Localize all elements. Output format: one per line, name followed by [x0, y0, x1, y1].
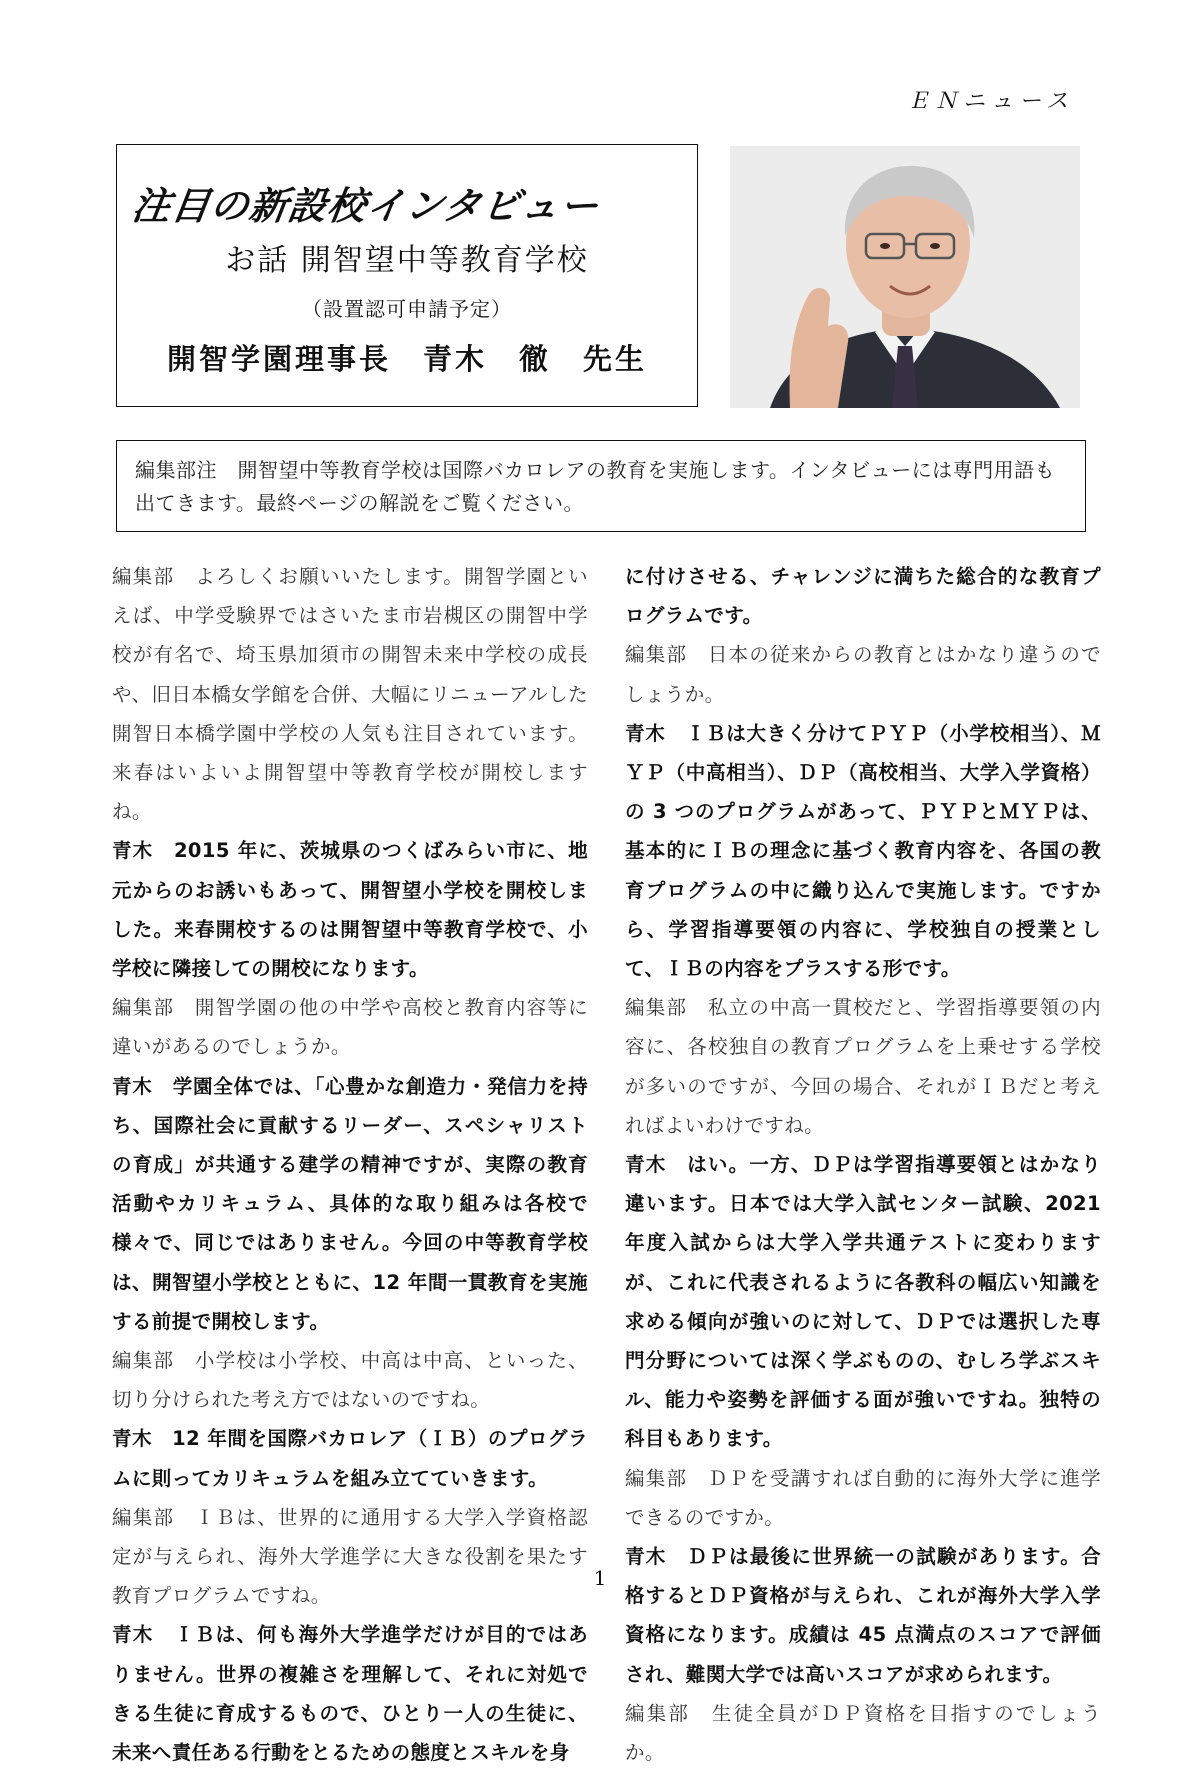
- interview-paragraph: 編集部 ＩＢは、世界的に通用する大学入学資格認定が与えられ、海外大学進学に大きな役割を果たす教育プログラムですね。: [112, 1505, 588, 1608]
- interview-paragraph: 青木 学園全体では、「心豊かな創造力・発信力を持ち、国際社会に貢献するリーダー、スペシャリストの育成」が共通する建学の精神ですが、実際の教育活動やカリキュラム、具体的な取り組みは各校で様々で、同じではありません。今回の中等教育学校は、開智望小学校とともに、12 年間一貫教育を実施する前提で開校します。: [112, 1074, 588, 1333]
- interview-paragraph: に付けさせる、チャレンジに満ちた総合的な教育プログラムです。: [625, 565, 1101, 628]
- school-line: お話 開智望中等教育学校: [225, 243, 589, 278]
- interview-paragraph: 青木 はい。一方、ＤＰは学習指導要領とはかなり違います。日本では大学入試センター試験、2021 年度入試からは大学入学共通テストに変わりますが、これに代表されるように各教科の幅広い知識を求める傾向が強いのに対して、ＤＰでは選択した専門分野については深く学ぶものの、むしろ学ぶスキル、能力や姿勢を評価する面が強いですね。独特の科目もあります。: [625, 1153, 1101, 1451]
- interview-paragraph: 青木 ＩＢは大きく分けてＰＹＰ（小学校相当）、ＭＹＰ（中高相当）、ＤＰ（高校相当、大学入学資格）の 3 つのプログラムがあって、ＰＹＰとＭＹＰは、基本的にＩＢの理念に基づく教育内容を、各国の教育プログラムの中に織り込んで実施します。ですから、学習指導要領の内容に、学校独自の授業として、ＩＢの内容をプラスする形です。: [625, 721, 1101, 981]
- interview-heading: 注目の新設校インタビュー: [129, 184, 603, 228]
- interview-paragraph: 編集部 私立の中高一貫校だと、学習指導要領の内容に、各校独自の教育プログラムを上乗せする学校が多いのですが、今回の場合、それがＩＢだと考えればよいわけですね。: [625, 996, 1101, 1137]
- interview-paragraph: 青木 12 年間を国際バカロレア（ＩＢ）のプログラムに則ってカリキュラムを組み立てていきます。: [112, 1427, 588, 1490]
- interview-paragraph: 編集部 ＤＰを受講すれば自動的に海外大学に進学できるのですか。: [625, 1466, 1101, 1529]
- page-number: 1: [593, 1566, 607, 1590]
- interview-paragraph: 青木 2015 年に、茨城県のつくばみらい市に、地元からのお誘いもあって、開智望小学校を開校しました。来春開校するのは開智望中等教育学校で、小学校に隣接しての開校になります。: [112, 839, 588, 981]
- newsletter-name: ＥＮニュース: [907, 89, 1074, 114]
- approval-note: （設置認可申請予定）: [302, 297, 512, 321]
- interview-title-box: [116, 144, 698, 407]
- interview-paragraph: 編集部 日本の従来からの教育とはかなり違うのでしょうか。: [625, 643, 1101, 706]
- interview-paragraph: 青木 ＤＰは最後に世界統一の試験があります。合格するとＤＰ資格が与えられ、これが海外大学入学資格になります。成績は 45 点満点のスコアで評価され、難関大学では高いスコアが求められます。: [625, 1545, 1101, 1686]
- editor-note: 編集部注 開智望中等教育学校は国際バカロレアの教育を実施します。インタビューには専門用語も出てきます。最終ページの解説をご覧ください。: [116, 440, 1086, 532]
- interview-paragraph: 編集部 生徒全員がＤＰ資格を目指すのでしょうか。: [625, 1701, 1101, 1765]
- speaker-photo: [730, 146, 1080, 408]
- interview-paragraph: 編集部 開智学園の他の中学や高校と教育内容等に違いがあるのでしょうか。: [112, 996, 588, 1059]
- interview-paragraph: 編集部 よろしくお願いいたします。開智学園といえば、中学受験界ではさいたま市岩槻区の開智中学校が有名で、埼玉県加須市の開智未来中学校の成長や、旧日本橋女学館を合併、大幅にリニューアルした開智日本橋学園中学校の人気も注目されています。来春はいよいよ開智望中等教育学校が開校しますね。: [112, 565, 588, 824]
- portrait-illustration: [730, 146, 1080, 408]
- interview-paragraph: 編集部 小学校は小学校、中高は中高、といった、切り分けられた考え方ではないのですね。: [112, 1349, 588, 1412]
- interview-paragraph: 青木 ＩＢは、何も海外大学進学だけが目的ではありません。世界の複雑さを理解して、それに対処できる生徒に育成するもので、ひとり一人の生徒に、未来へ責任ある行動をとるための態度とスキルを身: [112, 1623, 588, 1765]
- speaker-name: 開智学園理事長 青木 徹 先生: [166, 342, 647, 376]
